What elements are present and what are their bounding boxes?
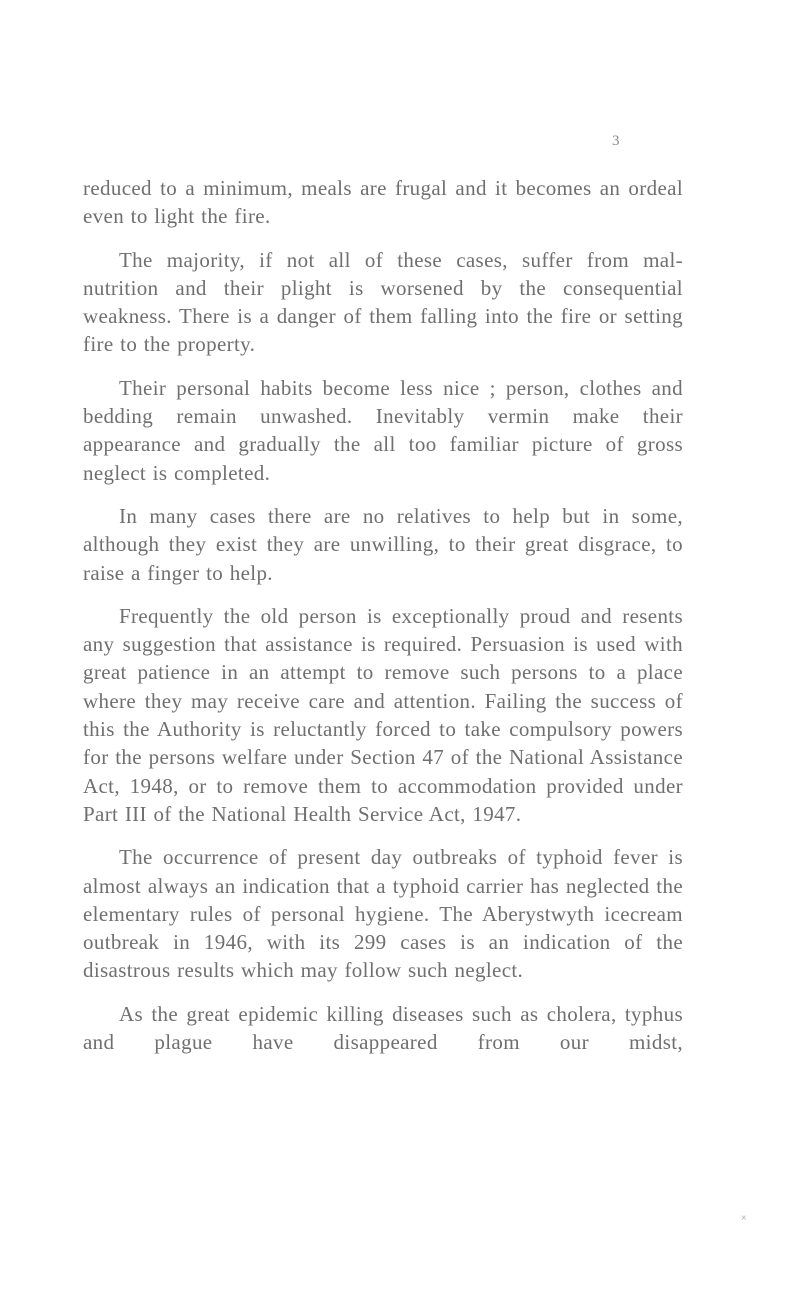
body-text bbox=[83, 174, 683, 1071]
paragraph-7: As the great epidemic killing diseases such as cholera, typhus and plague have disappeared from our midst, bbox=[83, 1001, 683, 1055]
corner-mark: × bbox=[741, 1213, 747, 1224]
paragraph-2: The majority, if not all of these cases, suffer from mal-nutrition and their plight is worsened by the consequential weakness. There is a danger of them falling into the fire or setting fire to the property. bbox=[83, 247, 683, 357]
paragraph-5: Frequently the old person is exceptionally proud and resents any suggestion that assistance is required. Persuasion is used with great patience in an attempt to remove such persons to a place where they may receive care and attention. Failing the success of this the Authority is reluctantly forced to take compulsory powers for the persons welfare under Section 47 of the National Assistance Act, 1948, or to remove them to accommodation provided under Part III of the National Health Service Act, 1947. bbox=[83, 603, 683, 826]
paragraph-3: Their personal habits become less nice ; person, clothes and bedding remain unwashed. Inevitably vermin make their appearance and gradually the all too familiar picture of gross neglect is completed. bbox=[83, 375, 683, 485]
paragraph-1: reduced to a minimum, meals are frugal and it becomes an ordeal even to light the fire. bbox=[83, 176, 683, 229]
paragraph-4: In many cases there are no relatives to help but in some, although they exist they are unwilling, to their great disgrace, to raise a finger to help. bbox=[83, 503, 683, 585]
paragraph-6: The occurrence of present day outbreaks of typhoid fever is almost always an indication that a typhoid carrier has neglected the elementary rules of personal hygiene. The Aberystwyth icecream outbreak in 1946, with its 299 cases is an indication of the disastrous results which may follow such neglect. bbox=[83, 845, 683, 983]
page-number: 3 bbox=[612, 133, 620, 149]
